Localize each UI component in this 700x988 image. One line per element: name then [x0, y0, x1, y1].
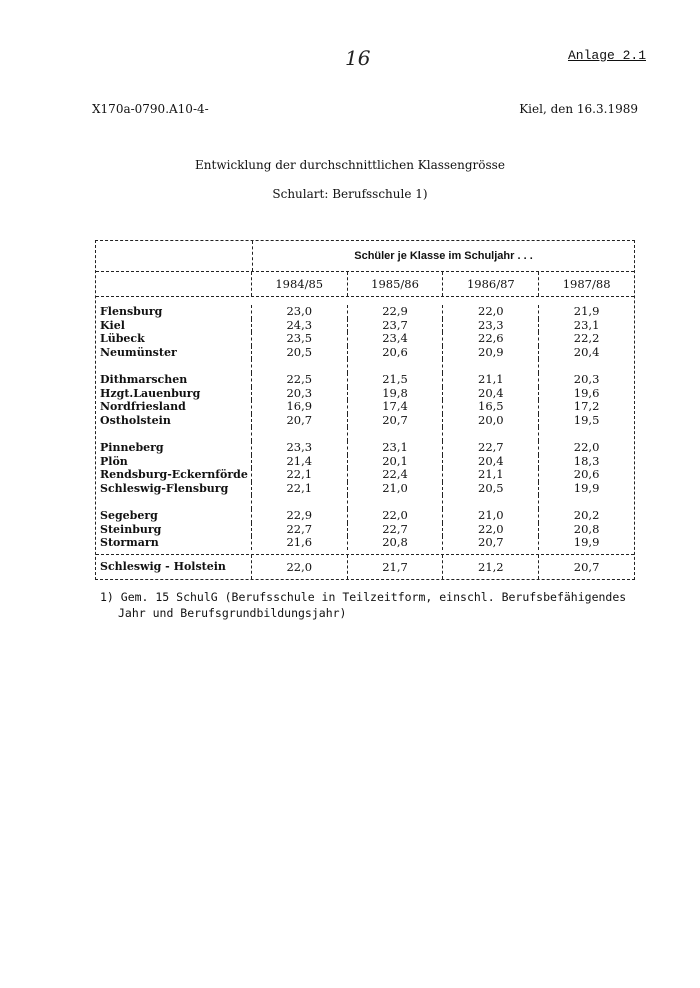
table-row [96, 414, 634, 428]
class-size-value: 22,6 [443, 332, 539, 346]
class-size-value: 22,7 [443, 441, 539, 455]
class-size-value: 17,4 [348, 400, 444, 414]
class-size-value: 22,0 [348, 509, 444, 523]
district-name: Dithmarschen [96, 373, 252, 387]
district-name: Rendsburg-Eckernförde [96, 468, 252, 482]
document-subtitle: Schulart: Berufsschule 1) [272, 187, 428, 201]
class-size-value: 22,9 [252, 509, 348, 523]
class-size-value: 20,9 [443, 346, 539, 360]
class-size-value: 23,1 [573, 317, 600, 332]
class-size-value: 20,5 [443, 482, 539, 496]
class-size-value: 21,4 [252, 455, 348, 469]
class-size-value: 16,9 [252, 400, 348, 414]
reference-number: X170a-0790.A10-4- [92, 102, 209, 116]
district-name: Stormarn [96, 536, 252, 550]
handwritten-page-number: 16 [345, 46, 371, 70]
class-size-value: 17,2 [573, 399, 600, 413]
class-size-value: 20,8 [348, 536, 444, 550]
class-size-value: 22,9 [348, 305, 444, 319]
class-size-value: 24,3 [252, 319, 348, 333]
place-date: Kiel, den 16.3.1989 [519, 102, 638, 116]
class-size-value: 19,6 [573, 385, 600, 400]
table-row [96, 332, 634, 346]
table-group-header-row [96, 241, 634, 272]
footnote-line: 1) Gem. 15 SchulG (Berufsschule in Teilzeitform, einschl. Berufsbefähigendes [100, 590, 627, 604]
total-value: 21,7 [348, 555, 444, 579]
class-size-value: 20,1 [348, 455, 444, 469]
class-size-value: 22,0 [573, 440, 600, 454]
table-row [96, 346, 634, 360]
total-value: 20,7 [573, 559, 600, 574]
class-size-value: 23,7 [348, 319, 444, 333]
table-total-row [96, 554, 634, 579]
table-row [96, 455, 634, 469]
class-size-value: 21,6 [252, 536, 348, 550]
district-name: Segeberg [96, 509, 252, 523]
district-name: Nordfriesland [96, 400, 252, 414]
class-size-value: 22,1 [252, 482, 348, 496]
class-size-value: 20,7 [443, 536, 539, 550]
class-size-value: 22,2 [573, 331, 600, 345]
table-row [96, 319, 634, 333]
class-size-value: 22,4 [348, 468, 444, 482]
class-size-value: 20,6 [348, 346, 444, 360]
class-size-value: 21,9 [573, 304, 600, 318]
class-size-value: 20,6 [573, 467, 600, 481]
class-size-value: 19,9 [573, 480, 600, 495]
class-size-value: 22,5 [252, 373, 348, 387]
district-name: Pinneberg [96, 441, 252, 455]
class-size-value: 19,5 [573, 412, 600, 427]
total-value: 22,0 [252, 555, 348, 579]
class-size-value: 21,1 [443, 468, 539, 482]
table-year-header-row [96, 272, 634, 297]
year-header: 1985/86 [348, 272, 444, 296]
class-size-value: 23,0 [252, 305, 348, 319]
table-row [96, 509, 634, 523]
class-size-value: 21,0 [348, 482, 444, 496]
class-size-value: 22,1 [252, 468, 348, 482]
district-name: Steinburg [96, 523, 252, 537]
class-size-value: 21,0 [443, 509, 539, 523]
class-size-value: 19,8 [348, 387, 444, 401]
group-header: Schüler je Klasse im Schuljahr . . . [354, 250, 533, 262]
class-size-value: 22,0 [443, 305, 539, 319]
class-size-value: 20,0 [443, 414, 539, 428]
class-size-value: 23,3 [443, 319, 539, 333]
district-name: Flensburg [96, 305, 252, 319]
footnote-line: Jahr und Berufsgrundbildungsjahr) [118, 606, 347, 620]
class-size-value: 22,7 [348, 523, 444, 537]
year-header: 1984/85 [252, 272, 348, 296]
group-spacer [96, 495, 634, 509]
class-size-value: 21,5 [348, 373, 444, 387]
district-name: Plön [96, 455, 252, 469]
table-row [96, 305, 634, 319]
class-size-value: 20,7 [252, 414, 348, 428]
document-title: Entwicklung der durchschnittlichen Klassengrösse [195, 158, 505, 172]
class-size-value: 16,5 [443, 400, 539, 414]
district-name: Kiel [96, 319, 252, 333]
class-size-value: 20,3 [252, 387, 348, 401]
class-size-value: 20,2 [573, 508, 600, 522]
class-size-value: 21,1 [443, 373, 539, 387]
year-header: 1987/88 [562, 277, 611, 291]
table-body [96, 297, 634, 554]
group-spacer [96, 359, 634, 373]
class-size-value: 20,4 [573, 344, 600, 359]
class-size-value: 22,0 [443, 523, 539, 537]
class-size-value: 23,4 [348, 332, 444, 346]
table-row [96, 482, 634, 496]
district-name: Ostholstein [96, 414, 252, 428]
table-row [96, 536, 634, 550]
class-size-value: 23,3 [252, 441, 348, 455]
table-row [96, 373, 634, 387]
footnote [100, 589, 640, 621]
table-row [96, 523, 634, 537]
total-label: Schleswig - Holstein [96, 555, 252, 579]
district-name: Schleswig-Flensburg [96, 482, 252, 496]
district-name: Hzgt.Lauenburg [96, 387, 252, 401]
class-size-value: 20,7 [348, 414, 444, 428]
class-size-value: 22,7 [252, 523, 348, 537]
total-value: 21,2 [443, 555, 539, 579]
class-size-table [95, 240, 635, 580]
table-row [96, 468, 634, 482]
class-size-value: 20,5 [252, 346, 348, 360]
class-size-value: 20,3 [573, 372, 600, 386]
district-name: Lübeck [96, 332, 252, 346]
year-header: 1986/87 [443, 272, 539, 296]
table-row [96, 441, 634, 455]
district-name: Neumünster [96, 346, 252, 360]
class-size-value: 23,1 [348, 441, 444, 455]
annex-label: Anlage 2.1 [567, 48, 646, 63]
class-size-value: 20,4 [443, 455, 539, 469]
class-size-value: 20,8 [573, 521, 600, 536]
table-row [96, 400, 634, 414]
table-row [96, 387, 634, 401]
class-size-value: 19,9 [573, 535, 600, 549]
class-size-value: 23,5 [252, 332, 348, 346]
group-spacer [96, 427, 634, 441]
class-size-value: 18,3 [573, 453, 600, 468]
class-size-value: 20,4 [443, 387, 539, 401]
